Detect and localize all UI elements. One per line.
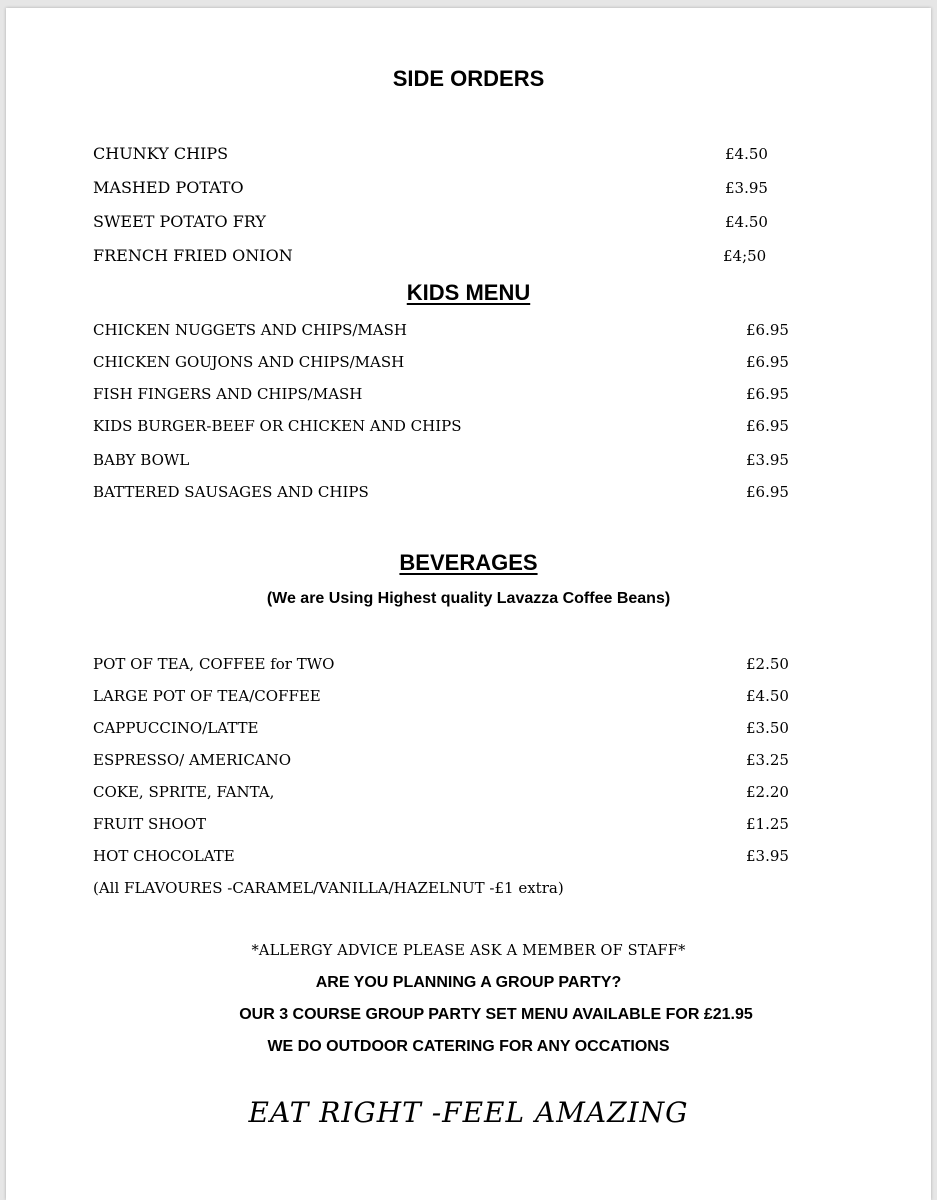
beverage-price: £3.25 xyxy=(746,751,789,769)
side-order-price: £3.95 xyxy=(725,179,768,197)
beverage-name: ESPRESSO/ AMERICANO xyxy=(93,751,292,769)
beverage-name: POT OF TEA, COFFEE for TWO xyxy=(93,655,335,673)
kids-item-price: £6.95 xyxy=(746,417,789,435)
beverage-price: £3.95 xyxy=(746,847,789,865)
slogan: EAT RIGHT -FEEL AMAZING xyxy=(248,1096,689,1129)
beverage-name: LARGE POT OF TEA/COFFEE xyxy=(93,687,321,705)
beverage-name: CAPPUCCINO/LATTE xyxy=(93,719,259,737)
beverage-price: £1.25 xyxy=(746,815,789,833)
side-order-name: SWEET POTATO FRY xyxy=(93,212,266,231)
side-order-name: CHUNKY CHIPS xyxy=(93,144,229,163)
beverages-heading-text: BEVERAGES xyxy=(399,550,538,575)
kids-item-name: KIDS BURGER-BEEF OR CHICKEN AND CHIPS xyxy=(93,417,462,435)
beverage-price: £2.20 xyxy=(746,783,789,801)
group-party-question: ARE YOU PLANNING A GROUP PARTY? xyxy=(315,974,622,991)
menu-page xyxy=(6,8,931,1200)
kids-item-price: £6.95 xyxy=(746,483,789,501)
kids-item-price: £3.95 xyxy=(746,451,789,469)
side-order-name: MASHED POTATO xyxy=(93,178,244,197)
side-order-price: £4.50 xyxy=(725,213,768,231)
kids-item-price: £6.95 xyxy=(746,353,789,371)
kids-item-price: £6.95 xyxy=(746,385,789,403)
kids-item-name: BATTERED SAUSAGES AND CHIPS xyxy=(93,483,369,501)
beverage-price: £4.50 xyxy=(746,687,789,705)
beverages-heading xyxy=(6,550,931,576)
beverage-name: HOT CHOCOLATE xyxy=(93,847,235,865)
beverage-name: FRUIT SHOOT xyxy=(93,815,206,833)
beverage-price: £3.50 xyxy=(746,719,789,737)
outdoor-catering: WE DO OUTDOOR CATERING FOR ANY OCCATIONS xyxy=(267,1038,670,1055)
group-party-offer: OUR 3 COURSE GROUP PARTY SET MENU AVAILABLE FOR £21.95 xyxy=(239,1006,753,1023)
kids-item-name: BABY BOWL xyxy=(93,451,190,469)
side-order-price: £4;50 xyxy=(723,247,767,265)
beverage-name: COKE, SPRITE, FANTA, xyxy=(93,783,275,801)
flavours-note: (All FLAVOURES -CARAMEL/VANILLA/HAZELNUT -£1 extra) xyxy=(93,879,564,897)
beverage-price: £2.50 xyxy=(746,655,789,673)
kids-menu-heading xyxy=(6,280,931,306)
side-orders-heading: SIDE ORDERS xyxy=(392,66,545,91)
kids-item-name: FISH FINGERS AND CHIPS/MASH xyxy=(93,385,363,403)
beverages-subtitle: (We are Using Highest quality Lavazza Coffee Beans) xyxy=(266,590,671,607)
side-order-price: £4.50 xyxy=(725,145,768,163)
kids-item-name: CHICKEN NUGGETS AND CHIPS/MASH xyxy=(93,321,407,339)
kids-menu-heading-text: KIDS MENU xyxy=(406,280,531,305)
kids-item-name: CHICKEN GOUJONS AND CHIPS/MASH xyxy=(93,353,405,371)
allergy-advice: *ALLERGY ADVICE PLEASE ASK A MEMBER OF STAFF* xyxy=(251,943,686,959)
kids-item-price: £6.95 xyxy=(746,321,789,339)
side-order-name: FRENCH FRIED ONION xyxy=(93,246,293,265)
